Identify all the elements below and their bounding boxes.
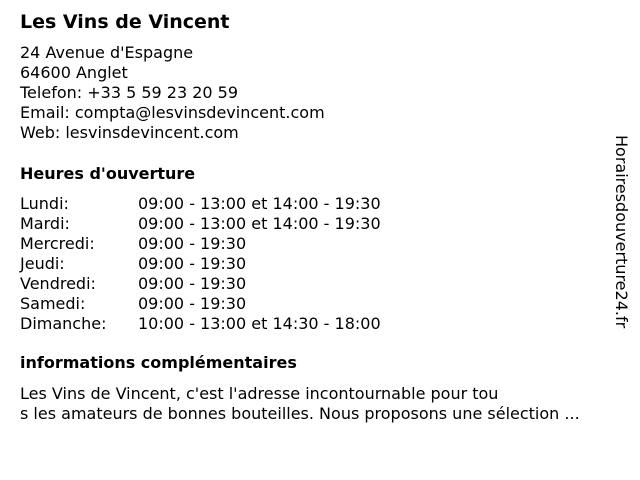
day-label: Mercredi: [20,234,95,253]
shop-name: Les Vins de Vincent [20,11,230,33]
site-watermark: Horairesdouverture24.fr [612,135,631,329]
opening-hours-title: Heures d'ouverture [20,164,196,183]
contact-block [20,43,325,143]
description-text [20,384,620,424]
web-text[interactable]: Web: lesvinsdevincent.com [20,123,239,142]
day-label: Lundi: [20,194,69,213]
time-range: 09:00 - 13:00 et 14:00 - 19:30 [138,194,381,213]
time-range: 09:00 - 13:00 et 14:00 - 19:30 [138,214,381,233]
time-range: 09:00 - 19:30 [138,234,247,253]
day-label: Samedi: [20,294,86,313]
day-label: Jeudi: [20,254,65,273]
time-range: 09:00 - 19:30 [138,254,247,273]
time-range: 10:00 - 13:00 et 14:30 - 18:00 [138,314,381,333]
time-range: 09:00 - 19:30 [138,274,247,293]
phone-text[interactable]: Telefon: +33 5 59 23 20 59 [20,83,239,102]
address-street: 24 Avenue d'Espagne [20,43,194,62]
address-city: 64600 Anglet [20,63,128,82]
description-line: Les Vins de Vincent, c'est l'adresse incontournable pour tou [20,384,499,403]
day-label: Dimanche: [20,314,107,333]
description-line: s les amateurs de bonnes bouteilles. Nous proposons une sélection ... [20,404,580,423]
day-label: Mardi: [20,214,70,233]
info-title: informations complémentaires [20,353,297,372]
day-label: Vendredi: [20,274,96,293]
email-text[interactable]: Email: compta@lesvinsdevincent.com [20,103,325,122]
time-range: 09:00 - 19:30 [138,294,247,313]
